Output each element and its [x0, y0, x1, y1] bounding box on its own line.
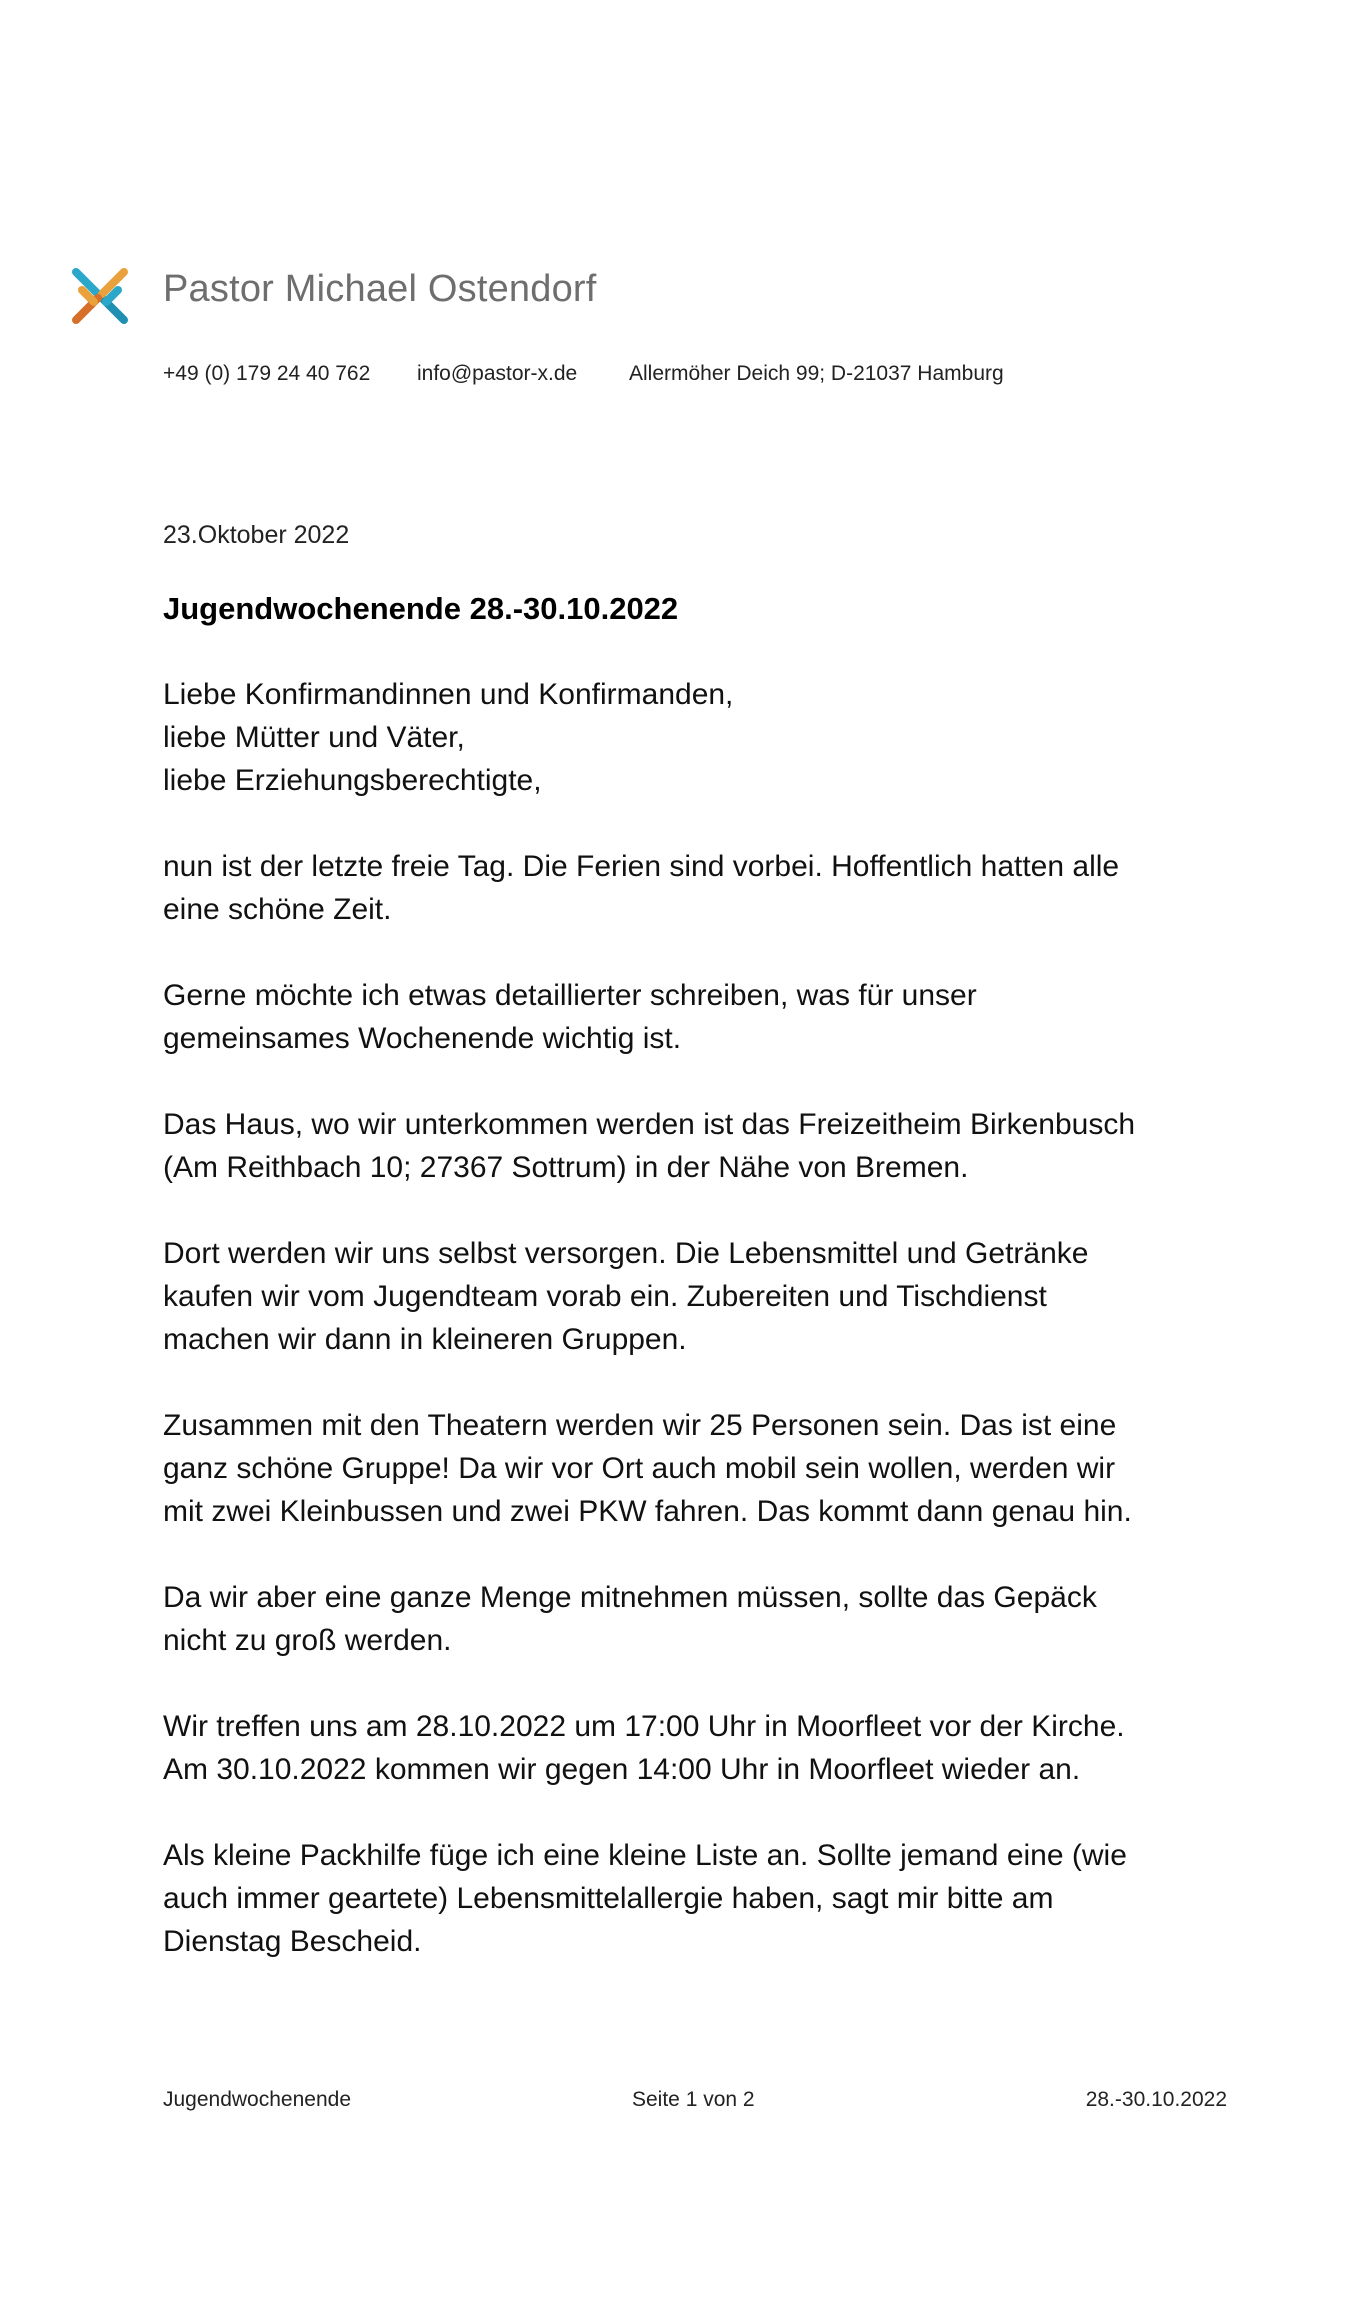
sender-email: info@pastor-x.de: [417, 362, 578, 385]
paragraph: [163, 1103, 1243, 1189]
paragraph-line: machen wir dann in kleineren Gruppen.: [163, 1323, 687, 1356]
greeting-line: Liebe Konfirmandinnen und Konfirmanden,: [163, 678, 734, 711]
letter-date: 23.Oktober 2022: [163, 521, 350, 549]
footer-page-number: Seite 1 von 2: [632, 2088, 755, 2111]
paragraph-line: eine schöne Zeit.: [163, 893, 392, 926]
paragraph-line: auch immer geartete) Lebensmittelallergie haben, sagt mir bitte am: [163, 1882, 1054, 1915]
greeting-line: liebe Mütter und Väter,: [163, 721, 465, 754]
paragraph-line: Das Haus, wo wir unterkommen werden ist das Freizeitheim Birkenbusch: [163, 1108, 1136, 1141]
letter-body: [163, 673, 1243, 2006]
paragraph: [163, 1705, 1243, 1791]
paragraph: [163, 1232, 1243, 1361]
paragraph-line: (Am Reithbach 10; 27367 Sottrum) in der Nähe von Bremen.: [163, 1151, 969, 1184]
paragraph-line: Gerne möchte ich etwas detaillierter schreiben, was für unser: [163, 979, 977, 1012]
paragraph-line: nun ist der letzte freie Tag. Die Ferien sind vorbei. Hoffentlich hatten alle: [163, 850, 1120, 883]
paragraph-line: Da wir aber eine ganze Menge mitnehmen müssen, sollte das Gepäck: [163, 1581, 1097, 1614]
paragraph: [163, 974, 1243, 1060]
paragraph-line: Dienstag Bescheid.: [163, 1925, 422, 1958]
paragraph: [163, 1404, 1243, 1533]
footer-title: Jugendwochenende: [163, 2088, 351, 2111]
greeting-line: liebe Erziehungsberechtigte,: [163, 764, 542, 797]
paragraph-line: Wir treffen uns am 28.10.2022 um 17:00 Uhr in Moorfleet vor der Kirche.: [163, 1710, 1125, 1743]
paragraph-line: kaufen wir vom Jugendteam vorab ein. Zubereiten und Tischdienst: [163, 1280, 1047, 1313]
paragraph-line: gemeinsames Wochenende wichtig ist.: [163, 1022, 682, 1055]
letter-subject: Jugendwochenende 28.-30.10.2022: [163, 591, 679, 626]
paragraph: [163, 1576, 1243, 1662]
paragraph: [163, 1834, 1243, 1963]
paragraph-line: Zusammen mit den Theatern werden wir 25 Personen sein. Das ist eine: [163, 1409, 1117, 1442]
footer-date: 28.-30.10.2022: [1085, 2088, 1227, 2111]
greeting: [163, 673, 1243, 802]
sender-name: Pastor Michael Ostendorf: [163, 268, 597, 310]
paragraph: [163, 845, 1243, 931]
paragraph-line: Am 30.10.2022 kommen wir gegen 14:00 Uhr in Moorfleet wieder an.: [163, 1753, 1081, 1786]
paragraph-line: Als kleine Packhilfe füge ich eine kleine Liste an. Sollte jemand eine (wie: [163, 1839, 1127, 1872]
paragraph-line: ganz schöne Gruppe! Da wir vor Ort auch mobil sein wollen, werden wir: [163, 1452, 1116, 1485]
sender-address: Allermöher Deich 99; D-21037 Hamburg: [629, 362, 1004, 385]
paragraph-line: mit zwei Kleinbussen und zwei PKW fahren. Das kommt dann genau hin.: [163, 1495, 1132, 1528]
sender-phone: +49 (0) 179 24 40 762: [163, 362, 371, 385]
cross-logo-icon: [68, 264, 132, 328]
paragraph-line: Dort werden wir uns selbst versorgen. Die Lebensmittel und Getränke: [163, 1237, 1089, 1270]
paragraph-line: nicht zu groß werden.: [163, 1624, 452, 1657]
